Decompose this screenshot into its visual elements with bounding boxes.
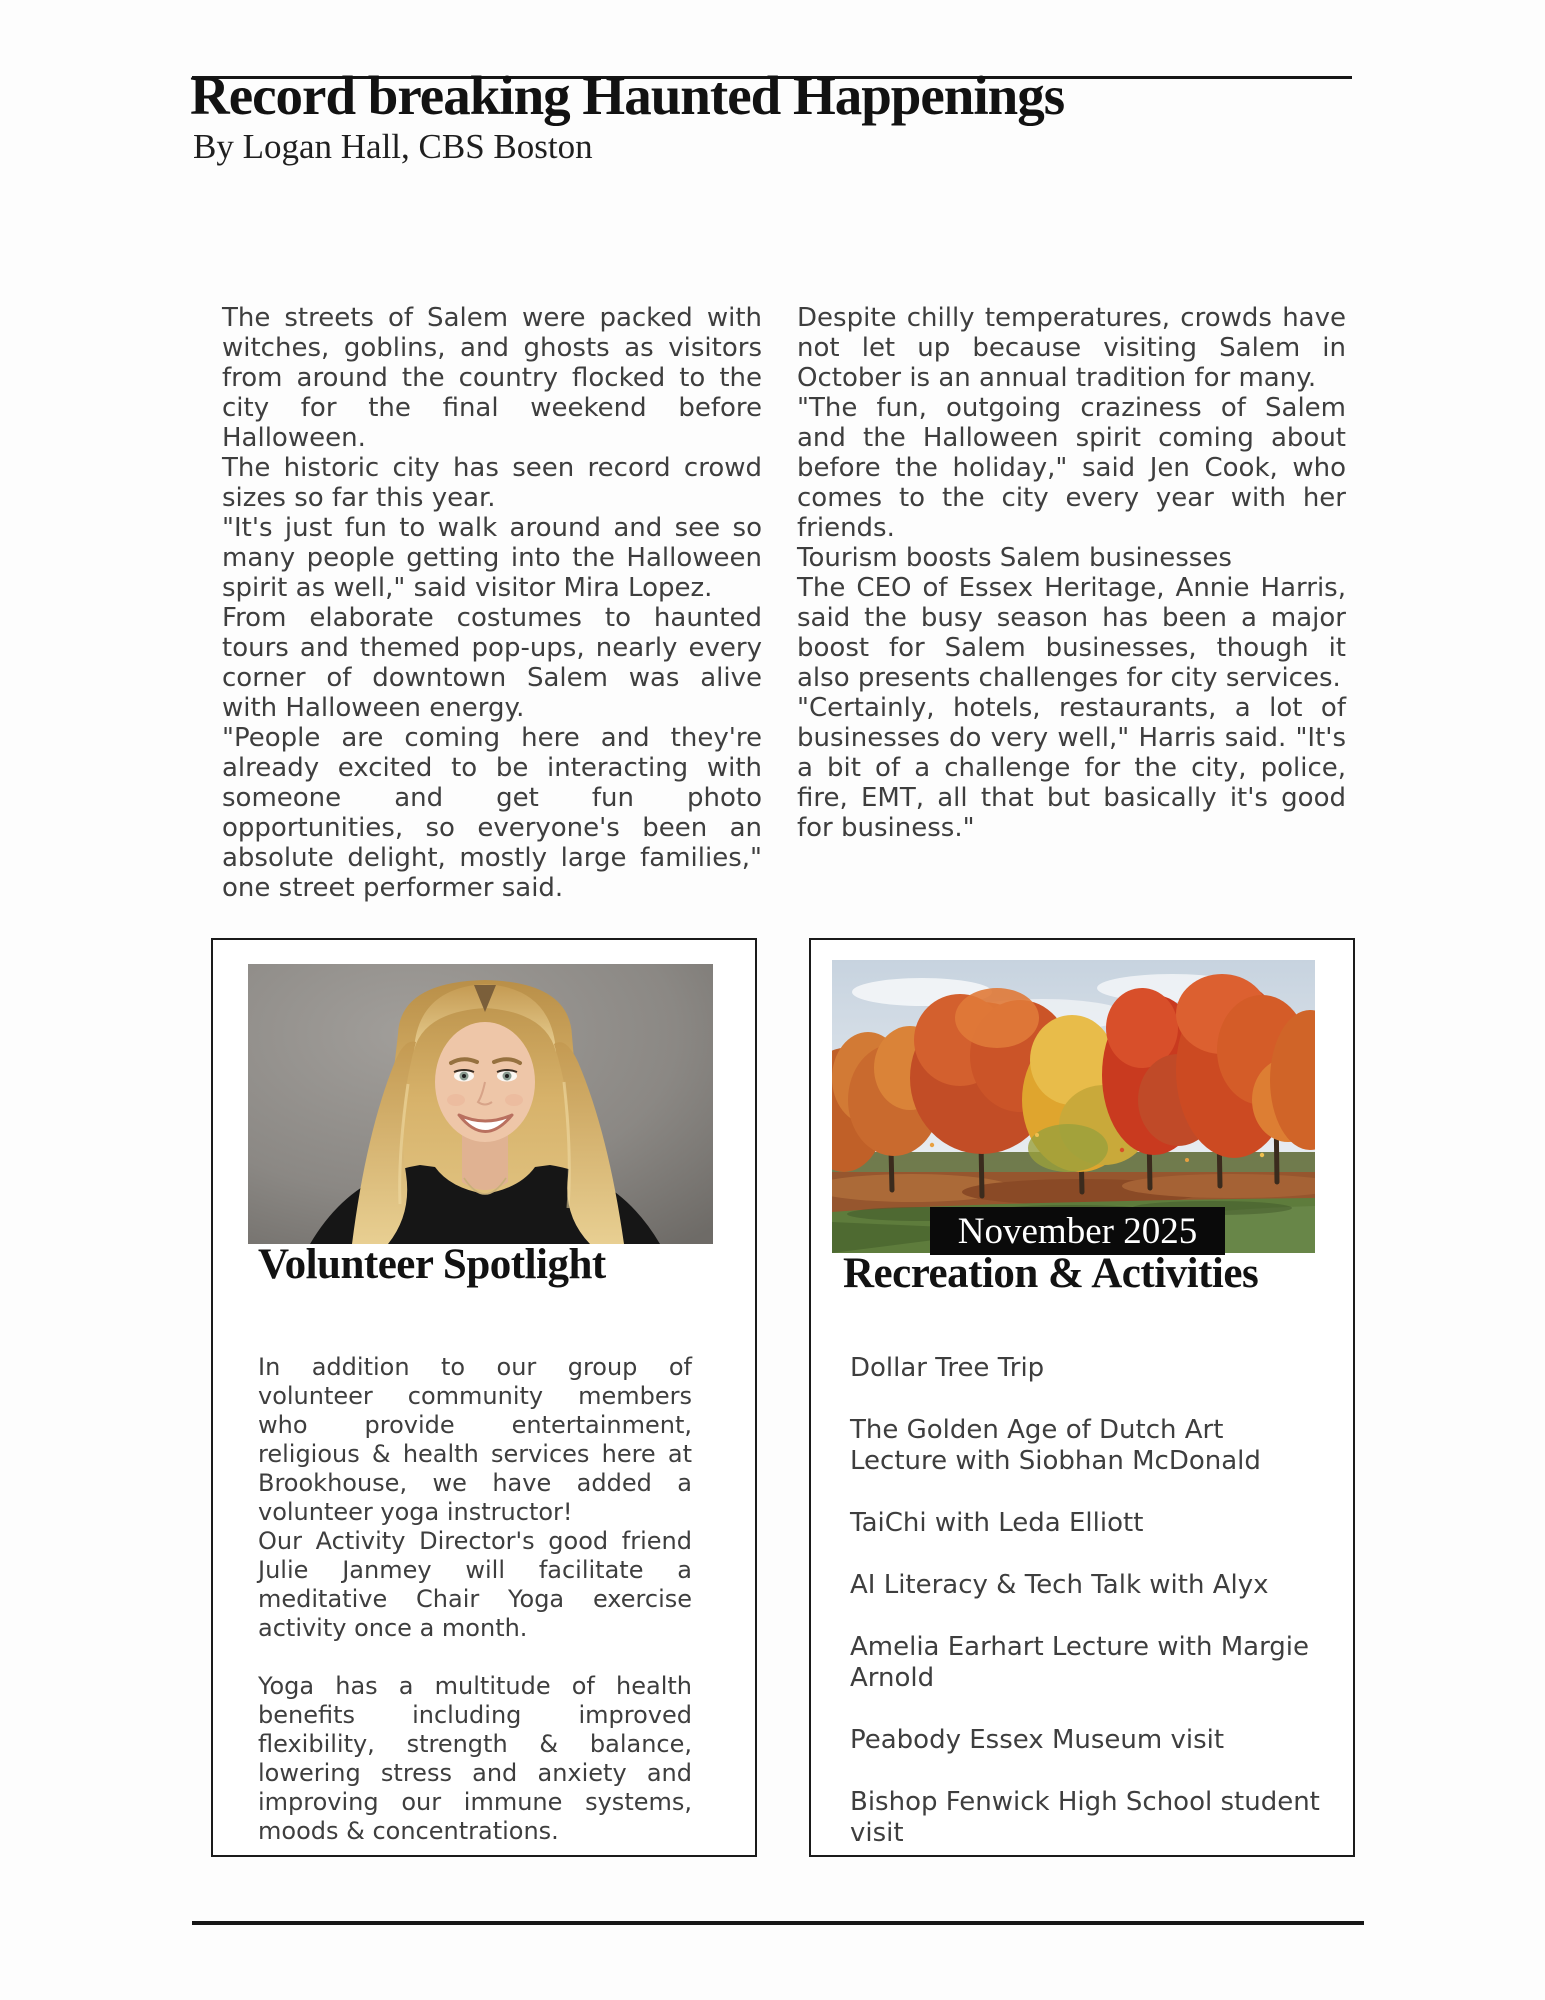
article-column-right: [797, 303, 1346, 903]
article-column-left: [222, 303, 762, 903]
article-paragraph: From elaborate costumes to haunted tours and themed pop-ups, nearly every corner of downtown Salem was alive with Halloween energy.: [222, 603, 762, 723]
volunteer-heading: Volunteer Spotlight: [258, 1241, 606, 1288]
article-paragraph: "The fun, outgoing craziness of Salem and the Halloween spirit coming about before the holiday," said Jen Cook, who comes to the city every year with her friends.: [797, 393, 1346, 543]
volunteer-photo: [248, 964, 713, 1244]
volunteer-paragraph: Our Activity Director's good friend Julie Janmey will facilitate a meditative Chair Yoga exercise activity once a month.: [258, 1527, 692, 1642]
activity-item: Bishop Fenwick High School student visit: [850, 1787, 1320, 1848]
activity-item: Dollar Tree Trip: [850, 1353, 1045, 1383]
recreation-heading: Recreation & Activities: [843, 1250, 1259, 1297]
activity-item: Peabody Essex Museum visit: [850, 1725, 1225, 1755]
activity-item: AI Literacy & Tech Talk with Alyx: [850, 1570, 1269, 1600]
article-paragraph: The streets of Salem were packed with witches, goblins, and ghosts as visitors from around the country flocked to the city for the final weekend before Halloween.: [222, 303, 762, 453]
article-paragraph: "People are coming here and they're already excited to be interacting with someone and get fun photo opportunities, so everyone's been an absolute delight, mostly large families," one street performer said.: [222, 723, 762, 903]
activity-item: TaiChi with Leda Elliott: [850, 1508, 1144, 1538]
article-body: [222, 303, 1346, 903]
activity-item: Amelia Earhart Lecture with Margie Arnold: [850, 1632, 1310, 1693]
volunteer-text: [258, 1353, 692, 1846]
article-paragraph: Tourism boosts Salem businesses: [797, 543, 1232, 573]
volunteer-spotlight-box: [211, 938, 757, 1857]
recreation-box: [809, 938, 1355, 1857]
article-paragraph: The historic city has seen record crowd sizes so far this year.: [222, 453, 762, 513]
article-paragraph: "It's just fun to walk around and see so many people getting into the Halloween spirit as well," said visitor Mira Lopez.: [222, 513, 762, 603]
volunteer-paragraph: Yoga has a multitude of health benefits including improved flexibility, strength & balance, lowering stress and anxiety and improving our immune systems, moods & concentrations.: [258, 1672, 692, 1845]
article-paragraph: Despite chilly temperatures, crowds have not let up because visiting Salem in October is an annual tradition for many.: [797, 303, 1346, 393]
date-badge: November 2025: [930, 1207, 1225, 1255]
page-title: Record breaking Haunted Happenings: [190, 65, 1065, 126]
volunteer-paragraph: In addition to our group of volunteer community members who provide entertainment, religious & health services here at Brookhouse, we have added a volunteer yoga instructor!: [258, 1353, 692, 1526]
activities-list: [850, 1353, 1328, 1880]
article-paragraph: The CEO of Essex Heritage, Annie Harris, said the busy season has been a major boost for Salem businesses, though it also presents challenges for city services.: [797, 573, 1346, 693]
bottom-divider: [192, 1921, 1364, 1925]
activity-item: The Golden Age of Dutch Art Lecture with Siobhan McDonald: [850, 1415, 1261, 1476]
article-paragraph: "Certainly, hotels, restaurants, a lot of businesses do very well," Harris said. "It's a bit of a challenge for the city, police, fire, EMT, all that but basically it's good for business.": [797, 693, 1346, 843]
byline: By Logan Hall, CBS Boston: [193, 127, 593, 166]
